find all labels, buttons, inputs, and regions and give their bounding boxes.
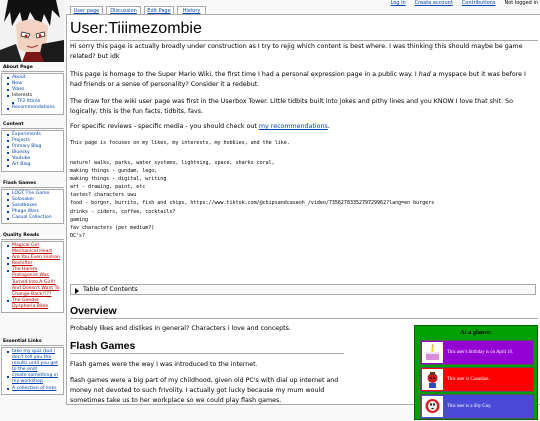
homage-paragraph: This page is homage to the Super Mario Wiki, the first time I had a personal expression page in a public way. I had a myspace but it was before I had friends or a sense of personality? Consider it a redebut. [70,71,526,88]
overview-paragraph: Probably likes and dislikes in general? Characters i love and concepts. [70,325,291,332]
tab-discussion[interactable]: Discussion [106,6,141,15]
sidebar-item-interests[interactable]: Interests [4,93,63,99]
sidebar-item-casual-collection[interactable]: Casual Collection [4,215,63,221]
sidebar-item-workshop[interactable]: create something in my workshop [4,373,63,385]
contributions-link[interactable]: Contributions [461,0,496,6]
tab-edit-page[interactable]: Edit Page [144,6,174,15]
sidebar-item-now[interactable]: Now [4,81,63,87]
sidebar-item-quiz[interactable]: take my quiz (but i don't tell you the results until you get to the end) [4,349,63,373]
tab-user-page[interactable]: User page [70,6,103,15]
focus-preformatted: This page is focuses on my likes, my interests, my hobbies, and the like. [70,140,290,146]
portlet-title: Content [1,121,64,129]
sidebar-item-logt[interactable]: LOGT The Game [4,191,63,197]
userbox-birthday [420,340,534,365]
sidebar-item-roshifter[interactable]: Roshifter [4,261,63,267]
cake-icon [422,342,443,363]
interests-preformatted: nature! walks, parks, water systems, lightning, space, sharks coral, making things - gundam, lego, making things - digital, writing art - drawing, paint, etc tastes? characters uwu food - borgor, burrito, fish and chips, https://www.tiktok.com/@chipsandcaseoh_/video/7356278335279729962?lang=en burgers drinks - ciders, coffee, cocktails? gaming fav characters (per medium?) OC's? [70,160,435,239]
sidebar-item-experiments[interactable]: Experiments [4,132,63,138]
sidebar [0,0,66,405]
intro-paragraph: Hi sorry this page is actually broadly under construction as I try to rejig which content is best where. I was thinking this should maybe be game related? but idk [70,43,523,60]
glance-title: At a glance: [460,329,492,336]
sidebar-item-bluesky[interactable]: Bluesky [4,150,63,156]
flash-paragraph-1: Flash games were the way I was introduced to the internet. [70,361,258,368]
sidebar-item-projects[interactable]: Projects [4,138,63,144]
glance-item-text: This user is a Shy Guy. [447,403,492,409]
sidebar-item-about[interactable]: About [4,75,63,81]
canada-character-icon [422,369,443,390]
sidebar-item-phage-wars[interactable]: Phage Wars [4,209,63,215]
sidebar-item-gender-dysphoria-bible[interactable]: The Gender Dysphoria Bible [4,298,63,310]
glance-item-text: This user's birthday is on April 16. [447,349,514,355]
sidebar-item-harem-protagonist[interactable]: The Harem Protagonist Was Turned Into A Girl!! And Doesn't Want To Change Back!??? [4,267,63,297]
portlet-title: About Page [1,64,64,72]
at-a-glance-box [414,325,538,420]
userbox-canadian [420,367,534,392]
sidebar-item-sandboxes[interactable]: Sandboxes [4,203,63,209]
portlet-title: Quality Reads [1,232,64,240]
page-title: User:Tiiimezombie [70,19,538,41]
sidebar-item-magical-girl[interactable]: Magical Girl Mechanical Heart [4,243,63,255]
toc-label: Table of Contents [83,286,138,293]
table-of-contents[interactable] [70,284,536,295]
sidebar-item-tf2[interactable]: TF2 Ittime [4,99,63,105]
main-content [66,14,540,409]
my-recommendations-link[interactable]: my recommendations [258,123,328,130]
not-logged-in-label: Not logged in [504,0,538,6]
portlet-content [1,121,64,172]
sidebar-item-collection-of-links[interactable]: A collection of links [4,386,63,392]
site-logo[interactable] [0,0,64,62]
portlet-essential-links [1,338,64,395]
flash-paragraph-2: flash games were a big part of my childhood, given old PC's with dial up internet and money not devoted to such frivolity. I actually got lucky because my mum would sometimes take us to her workplace so we could play flash games. [70,377,339,404]
portlet-title: Flash Games [1,180,64,188]
heading-flash-games: Flash Games [70,340,344,354]
heading-overview: Overview [70,305,538,319]
personal-toolbar [382,0,540,7]
avatar-art-icon [0,0,64,62]
sidebar-item-solosaker[interactable]: Solosaker [4,197,63,203]
sidebar-item-vibes[interactable]: Vibes [4,87,63,93]
userbox-shy-guy [420,394,534,419]
glance-item-text: This user is Canadian. [447,376,490,382]
sidebar-item-recommendations[interactable]: Recommendations [4,105,63,111]
shy-guy-icon [422,396,443,417]
create-account-link[interactable]: Create account [414,0,453,6]
tab-history[interactable]: History [177,6,206,15]
userbox-paragraph: The draw for the wiki user page was first in the Userbox Tower. Little tidbits built into jokes and pithy lines and you KNOW I love that shit. So logically, this is the fun facts, tidbits, favs. [70,98,513,115]
recommendations-paragraph: For specific reviews - specific media - you should check out my recommendations. [70,123,330,130]
login-link[interactable]: Log in [390,0,406,6]
toc-expand-icon[interactable] [75,288,79,294]
sidebar-item-are-you-even-human[interactable]: Are You Even Human [4,255,63,261]
portlet-title: Essential Links [1,338,64,346]
sidebar-item-youtube[interactable]: Youtube [4,156,63,162]
portlet-about [1,64,64,115]
portlet-flash-games [1,180,64,224]
portlet-quality-reads [1,232,64,313]
sidebar-item-art-blog[interactable]: Art Blog [4,162,63,168]
sidebar-item-primary-blog[interactable]: Primary Blog [4,144,63,150]
